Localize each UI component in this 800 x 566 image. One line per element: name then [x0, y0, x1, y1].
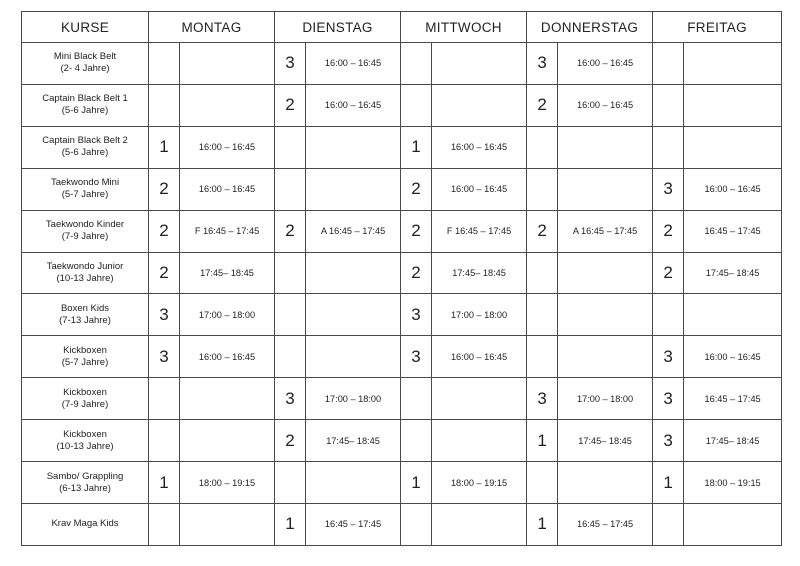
course-age: (7-9 Jahre)	[61, 231, 109, 243]
room-number-wednesday	[401, 43, 432, 85]
time-slot-monday: 17:45– 18:45	[180, 252, 275, 294]
course-age: (7-9 Jahre)	[61, 398, 109, 410]
room-number-wednesday	[401, 84, 432, 126]
room-number-friday: 3	[653, 168, 684, 210]
room-number-monday	[149, 43, 180, 85]
time-slot-tuesday: 16:00 – 16:45	[306, 84, 401, 126]
time-slot-monday: F 16:45 – 17:45	[180, 210, 275, 252]
course-cell	[22, 336, 149, 378]
room-number-monday	[149, 84, 180, 126]
table-row	[22, 503, 782, 545]
room-number-thursday	[527, 126, 558, 168]
room-number-friday	[653, 294, 684, 336]
table-row	[22, 294, 782, 336]
table-row	[22, 43, 782, 85]
day-header-tuesday: DIENSTAG	[275, 12, 401, 43]
course-cell	[22, 252, 149, 294]
time-slot-monday: 17:00 – 18:00	[180, 294, 275, 336]
table-row	[22, 462, 782, 504]
time-slot-monday	[180, 420, 275, 462]
room-number-tuesday	[275, 126, 306, 168]
room-number-thursday: 2	[527, 210, 558, 252]
room-number-friday: 3	[653, 420, 684, 462]
course-name: Krav Maga Kids	[51, 518, 119, 530]
time-slot-friday	[684, 43, 782, 85]
time-slot-tuesday	[306, 336, 401, 378]
course-age: (7-13 Jahre)	[59, 314, 111, 326]
room-number-thursday: 3	[527, 43, 558, 85]
time-slot-friday	[684, 84, 782, 126]
time-slot-wednesday	[432, 84, 527, 126]
course-name: Sambo/ Grappling	[46, 470, 124, 482]
time-slot-monday: 18:00 – 19:15	[180, 462, 275, 504]
course-age: (5-7 Jahre)	[61, 356, 109, 368]
room-number-thursday: 1	[527, 420, 558, 462]
time-slot-tuesday: 17:00 – 18:00	[306, 378, 401, 420]
time-slot-monday: 16:00 – 16:45	[180, 336, 275, 378]
room-number-monday: 2	[149, 252, 180, 294]
course-name: Captain Black Belt 2	[42, 135, 128, 147]
course-age: (10-13 Jahre)	[56, 272, 114, 284]
time-slot-wednesday	[432, 503, 527, 545]
room-number-tuesday	[275, 294, 306, 336]
time-slot-friday: 16:00 – 16:45	[684, 336, 782, 378]
time-slot-wednesday	[432, 378, 527, 420]
time-slot-friday	[684, 503, 782, 545]
time-slot-wednesday: 16:00 – 16:45	[432, 126, 527, 168]
room-number-tuesday: 1	[275, 503, 306, 545]
course-name: Taekwondo Mini	[50, 177, 120, 189]
room-number-friday: 2	[653, 252, 684, 294]
time-slot-monday	[180, 378, 275, 420]
room-number-monday	[149, 420, 180, 462]
course-name: Boxen Kids	[60, 302, 110, 314]
time-slot-monday: 16:00 – 16:45	[180, 168, 275, 210]
table-row	[22, 378, 782, 420]
course-cell	[22, 43, 149, 85]
time-slot-friday	[684, 126, 782, 168]
course-age: (5-6 Jahre)	[61, 147, 109, 159]
course-cell	[22, 294, 149, 336]
time-slot-thursday	[558, 336, 653, 378]
time-slot-thursday	[558, 252, 653, 294]
room-number-tuesday: 2	[275, 420, 306, 462]
room-number-monday: 3	[149, 294, 180, 336]
time-slot-friday: 16:45 – 17:45	[684, 210, 782, 252]
room-number-monday	[149, 503, 180, 545]
course-name: Kickboxen	[63, 344, 107, 356]
time-slot-friday: 16:00 – 16:45	[684, 168, 782, 210]
room-number-tuesday	[275, 252, 306, 294]
time-slot-wednesday: F 16:45 – 17:45	[432, 210, 527, 252]
time-slot-tuesday	[306, 252, 401, 294]
time-slot-tuesday: 16:45 – 17:45	[306, 503, 401, 545]
room-number-friday: 1	[653, 462, 684, 504]
room-number-friday: 3	[653, 336, 684, 378]
time-slot-thursday: 16:45 – 17:45	[558, 503, 653, 545]
course-cell	[22, 462, 149, 504]
course-column-header: KURSE	[22, 12, 149, 43]
course-name: Taekwondo Kinder	[45, 219, 125, 231]
time-slot-wednesday	[432, 420, 527, 462]
time-slot-wednesday: 17:00 – 18:00	[432, 294, 527, 336]
room-number-tuesday	[275, 168, 306, 210]
time-slot-thursday: A 16:45 – 17:45	[558, 210, 653, 252]
room-number-monday: 3	[149, 336, 180, 378]
time-slot-thursday	[558, 126, 653, 168]
room-number-wednesday: 2	[401, 168, 432, 210]
room-number-tuesday: 3	[275, 378, 306, 420]
room-number-thursday	[527, 294, 558, 336]
room-number-wednesday	[401, 503, 432, 545]
day-header-thursday: DONNERSTAG	[527, 12, 653, 43]
room-number-tuesday	[275, 336, 306, 378]
course-cell	[22, 126, 149, 168]
table-row	[22, 252, 782, 294]
table-row	[22, 210, 782, 252]
time-slot-friday: 16:45 – 17:45	[684, 378, 782, 420]
schedule-table	[21, 11, 782, 546]
course-cell	[22, 420, 149, 462]
room-number-monday: 1	[149, 462, 180, 504]
time-slot-thursday	[558, 294, 653, 336]
day-header-wednesday: MITTWOCH	[401, 12, 527, 43]
course-name: Taekwondo Junior	[46, 260, 124, 272]
room-number-wednesday	[401, 420, 432, 462]
time-slot-friday: 17:45– 18:45	[684, 420, 782, 462]
room-number-wednesday: 1	[401, 462, 432, 504]
room-number-friday	[653, 126, 684, 168]
room-number-wednesday: 2	[401, 210, 432, 252]
time-slot-friday	[684, 294, 782, 336]
time-slot-tuesday	[306, 294, 401, 336]
course-age: (2- 4 Jahre)	[60, 63, 110, 75]
room-number-monday: 1	[149, 126, 180, 168]
time-slot-monday	[180, 84, 275, 126]
course-cell	[22, 210, 149, 252]
time-slot-thursday: 16:00 – 16:45	[558, 84, 653, 126]
course-name: Mini Black Belt	[53, 51, 117, 63]
time-slot-monday	[180, 43, 275, 85]
time-slot-thursday	[558, 462, 653, 504]
time-slot-thursday: 17:45– 18:45	[558, 420, 653, 462]
room-number-monday: 2	[149, 210, 180, 252]
time-slot-thursday: 16:00 – 16:45	[558, 43, 653, 85]
room-number-friday	[653, 43, 684, 85]
room-number-thursday: 2	[527, 84, 558, 126]
room-number-friday	[653, 503, 684, 545]
room-number-friday: 3	[653, 378, 684, 420]
time-slot-friday: 18:00 – 19:15	[684, 462, 782, 504]
time-slot-thursday: 17:00 – 18:00	[558, 378, 653, 420]
time-slot-tuesday	[306, 462, 401, 504]
time-slot-friday: 17:45– 18:45	[684, 252, 782, 294]
room-number-wednesday: 1	[401, 126, 432, 168]
room-number-wednesday: 3	[401, 294, 432, 336]
time-slot-wednesday	[432, 43, 527, 85]
header-row	[22, 12, 782, 43]
course-name: Kickboxen	[63, 428, 107, 440]
room-number-tuesday: 2	[275, 210, 306, 252]
table-row	[22, 126, 782, 168]
course-name: Captain Black Belt 1	[42, 93, 128, 105]
time-slot-wednesday: 18:00 – 19:15	[432, 462, 527, 504]
room-number-thursday	[527, 168, 558, 210]
table-row	[22, 168, 782, 210]
room-number-monday	[149, 378, 180, 420]
course-cell	[22, 84, 149, 126]
time-slot-thursday	[558, 168, 653, 210]
table-row	[22, 420, 782, 462]
course-age: (10-13 Jahre)	[56, 440, 114, 452]
course-age: (5-7 Jahre)	[61, 189, 109, 201]
room-number-tuesday: 2	[275, 84, 306, 126]
course-age: (6-13 Jahre)	[59, 482, 111, 494]
room-number-wednesday: 3	[401, 336, 432, 378]
time-slot-tuesday	[306, 126, 401, 168]
room-number-thursday	[527, 462, 558, 504]
time-slot-tuesday: A 16:45 – 17:45	[306, 210, 401, 252]
room-number-wednesday	[401, 378, 432, 420]
course-cell	[22, 378, 149, 420]
room-number-thursday	[527, 252, 558, 294]
room-number-wednesday: 2	[401, 252, 432, 294]
course-age: (5-6 Jahre)	[61, 105, 109, 117]
room-number-thursday: 1	[527, 503, 558, 545]
day-header-friday: FREITAG	[653, 12, 782, 43]
time-slot-tuesday: 16:00 – 16:45	[306, 43, 401, 85]
table-row	[22, 336, 782, 378]
room-number-friday	[653, 84, 684, 126]
course-cell	[22, 168, 149, 210]
room-number-thursday	[527, 336, 558, 378]
time-slot-wednesday: 16:00 – 16:45	[432, 336, 527, 378]
room-number-thursday: 3	[527, 378, 558, 420]
room-number-monday: 2	[149, 168, 180, 210]
time-slot-tuesday: 17:45– 18:45	[306, 420, 401, 462]
room-number-tuesday: 3	[275, 43, 306, 85]
day-header-monday: MONTAG	[149, 12, 275, 43]
course-name: Kickboxen	[63, 386, 107, 398]
time-slot-monday	[180, 503, 275, 545]
time-slot-wednesday: 17:45– 18:45	[432, 252, 527, 294]
time-slot-tuesday	[306, 168, 401, 210]
room-number-friday: 2	[653, 210, 684, 252]
time-slot-wednesday: 16:00 – 16:45	[432, 168, 527, 210]
table-row	[22, 84, 782, 126]
course-cell	[22, 503, 149, 545]
time-slot-monday: 16:00 – 16:45	[180, 126, 275, 168]
room-number-tuesday	[275, 462, 306, 504]
